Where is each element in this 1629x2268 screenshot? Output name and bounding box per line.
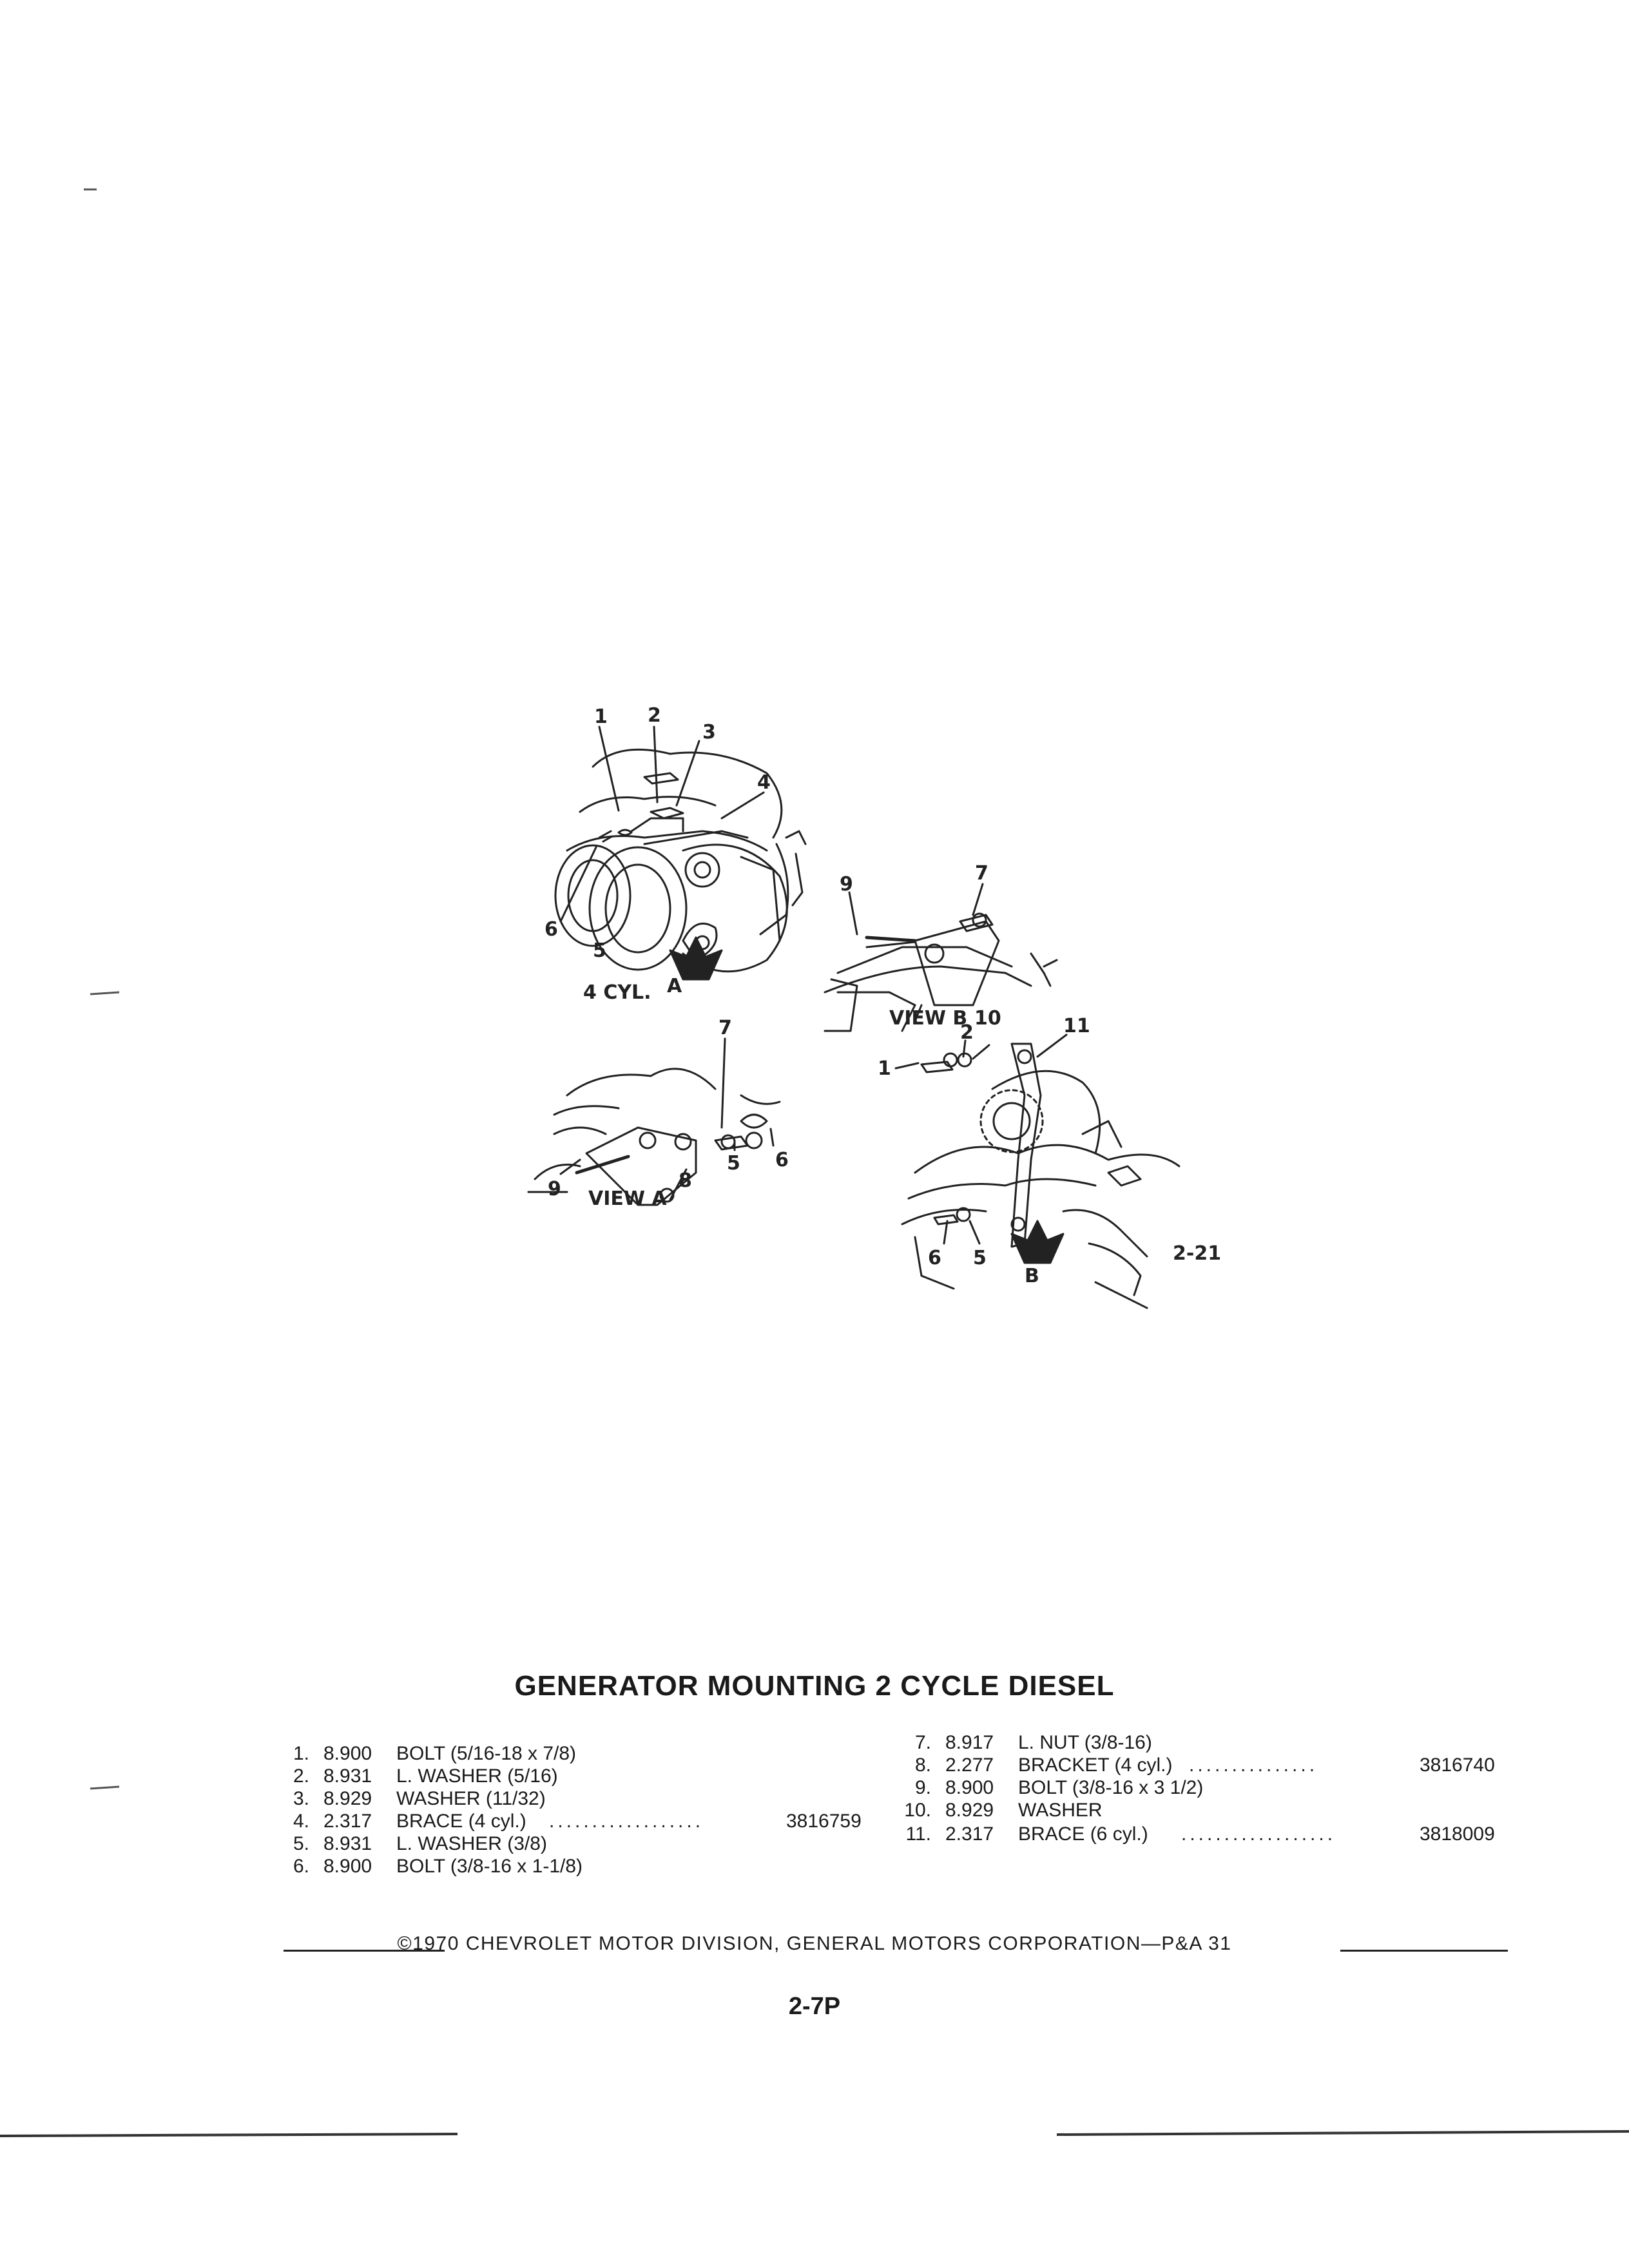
item-description: BRACE (6 cyl.): [1018, 1823, 1148, 1845]
callout-6-six-cyl: 6: [928, 1247, 941, 1269]
item-code: 2.317: [323, 1811, 372, 1832]
item-number: 8.: [914, 1754, 931, 1776]
item-description: WASHER (11/32): [396, 1788, 546, 1809]
view-b-arrow: [1012, 1221, 1063, 1263]
callout-11: 11: [1063, 1015, 1090, 1037]
item-code: 2.277: [945, 1754, 994, 1776]
page-number: 2-7P: [788, 1993, 841, 2020]
item-code: 8.931: [323, 1833, 372, 1854]
item-code: 8.929: [945, 1800, 994, 1821]
item-description: L. WASHER (5/16): [396, 1765, 558, 1787]
callout-1-six-cyl: 1: [878, 1057, 891, 1080]
callout-6-view-a: 6: [775, 1149, 789, 1171]
item-code: 8.929: [323, 1788, 372, 1809]
callout-5: 5: [593, 939, 606, 962]
item-number: 10.: [904, 1800, 931, 1821]
item-code: 8.900: [945, 1777, 994, 1798]
item-code: 8.917: [945, 1732, 994, 1753]
callout-10: 10: [974, 1007, 1001, 1030]
item-number: 6.: [293, 1856, 309, 1877]
callout-9-view-b: 9: [840, 873, 853, 896]
item-number: 5.: [293, 1833, 309, 1854]
callout-5-six-cyl: 5: [973, 1247, 987, 1269]
callout-5-view-a: 5: [727, 1152, 740, 1175]
callout-1: 1: [594, 706, 608, 728]
dot-leader: ..................: [549, 1811, 704, 1832]
item-code: 8.931: [323, 1765, 372, 1787]
callout-4: 4: [757, 771, 771, 794]
item-number: 11.: [905, 1823, 931, 1845]
item-description: BRACE (4 cyl.): [396, 1811, 526, 1832]
item-description: BOLT (3/8-16 x 1-1/8): [396, 1856, 583, 1877]
callout-2: 2: [648, 704, 661, 727]
dot-leader: ...............: [1189, 1754, 1318, 1776]
item-number: 7.: [914, 1732, 931, 1753]
callout-7-view-b: 7: [975, 862, 988, 885]
item-number: 2.: [293, 1765, 309, 1787]
item-description: WASHER: [1018, 1800, 1103, 1821]
item-code: 8.900: [323, 1743, 372, 1764]
callout-2-six-cyl: 2: [960, 1021, 974, 1044]
item-description: BOLT (5/16-18 x 7/8): [396, 1743, 577, 1764]
label-4-cyl: 4 CYL.: [583, 981, 651, 1004]
part-number: 3816740: [1420, 1754, 1495, 1776]
item-number: 9.: [914, 1777, 931, 1798]
view-a-drawing: [528, 1069, 780, 1205]
item-description: L. NUT (3/8-16): [1018, 1732, 1152, 1753]
figure-number: 2-21: [1173, 1242, 1222, 1265]
item-description: L. WASHER (3/8): [396, 1833, 547, 1854]
label-arrow-a: A: [667, 975, 682, 997]
item-number: 3.: [293, 1788, 309, 1809]
six-cyl-engine-drawing: [902, 1044, 1179, 1308]
label-view-a: VIEW A: [588, 1187, 667, 1210]
callout-9-view-a: 9: [548, 1178, 561, 1200]
item-code: 2.317: [945, 1823, 994, 1845]
copyright-footer: ©1970 CHEVROLET MOTOR DIVISION, GENERAL MOTORS CORPORATION—P&A 31: [397, 1933, 1232, 1954]
part-number: 3818009: [1420, 1823, 1495, 1845]
label-view-b: VIEW B: [889, 1007, 968, 1030]
callout-7-view-a: 7: [718, 1017, 732, 1039]
footer-rule-right: [1340, 1950, 1508, 1952]
label-arrow-b: B: [1025, 1265, 1039, 1287]
callout-8-view-a: 8: [679, 1169, 692, 1192]
item-number: 4.: [293, 1811, 309, 1832]
item-number: 1.: [293, 1743, 309, 1764]
item-description: BRACKET (4 cyl.): [1018, 1754, 1173, 1776]
callout-6: 6: [545, 918, 558, 941]
item-description: BOLT (3/8-16 x 3 1/2): [1018, 1777, 1204, 1798]
callout-3: 3: [702, 721, 716, 744]
dot-leader: ..................: [1181, 1823, 1336, 1845]
page-title: GENERATOR MOUNTING 2 CYCLE DIESEL: [514, 1670, 1115, 1702]
item-code: 8.900: [323, 1856, 372, 1877]
part-number: 3816759: [786, 1811, 862, 1832]
